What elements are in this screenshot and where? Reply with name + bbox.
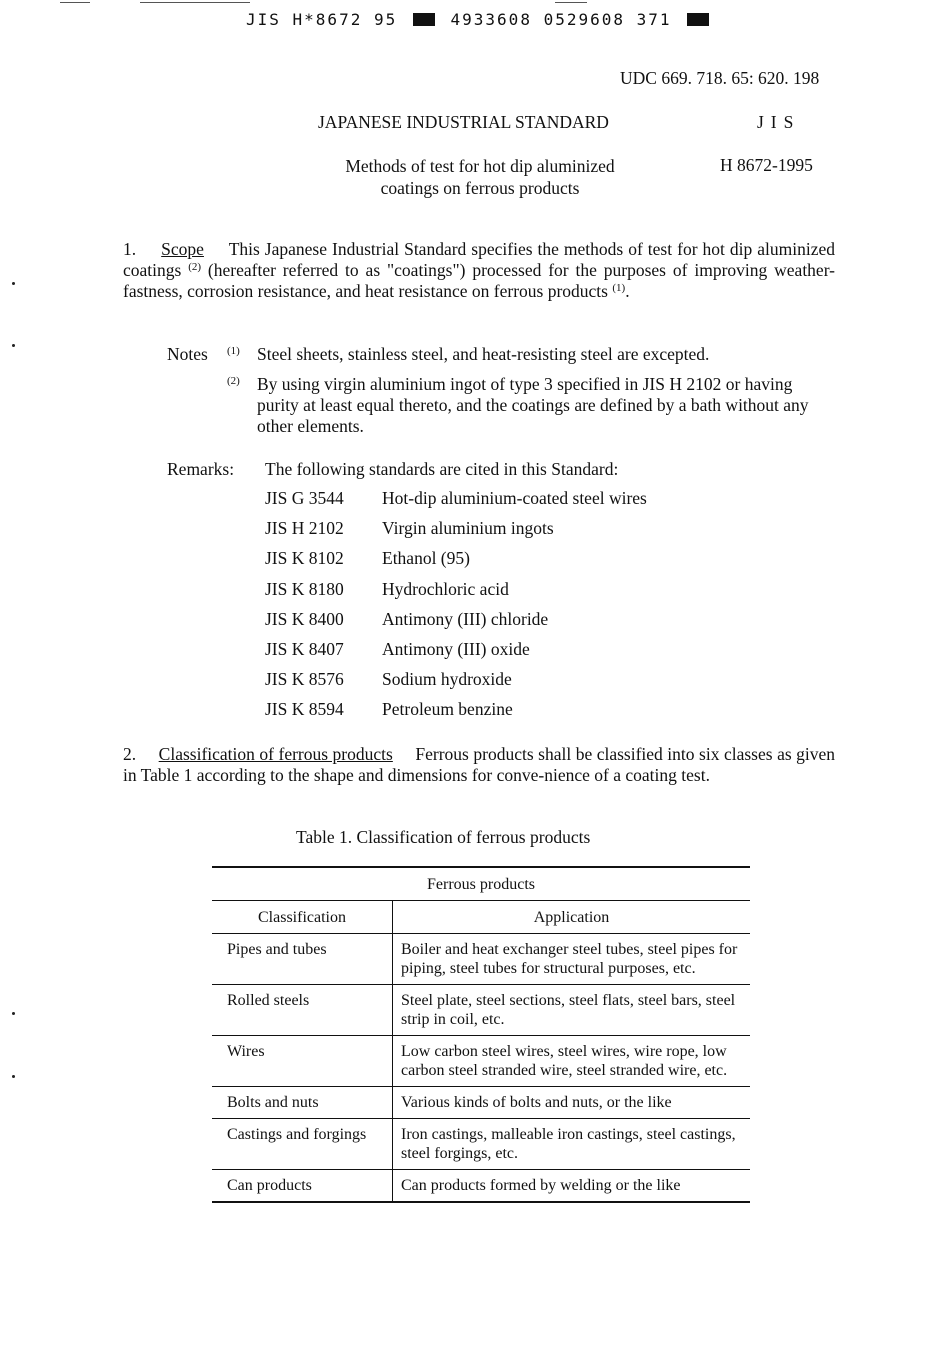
section-1-text-c: . [625, 281, 630, 301]
cited-standard-title: Petroleum benzine [382, 699, 513, 720]
cited-standard-title: Virgin aluminium ingots [382, 518, 554, 539]
cited-standard-code: JIS K 8576 [265, 669, 344, 690]
cited-standard-item [265, 518, 647, 548]
note-1-mark-text: (1) [227, 345, 240, 357]
note-1-mark [227, 344, 240, 365]
organization-title: JAPANESE INDUSTRIAL STANDARD [318, 112, 609, 132]
table-row [212, 1036, 750, 1087]
scan-speck [12, 1012, 15, 1015]
cited-standard-code: JIS G 3544 [265, 488, 344, 508]
table-1-classification [212, 866, 750, 1203]
section-1-text-a: This Japanese Industrial Standard specifies the methods of test for hot dip aluminized coatings [123, 239, 836, 280]
section-1-scope [123, 239, 835, 302]
table-header-row [212, 901, 750, 934]
table-row [212, 934, 750, 985]
cited-standard-item [265, 669, 647, 699]
cited-standard-title: Sodium hydroxide [382, 669, 512, 690]
classification-cell: Wires [212, 1036, 393, 1087]
scan-code-left: JIS H*8672 95 [246, 10, 398, 29]
application-cell: Low carbon steel wires, steel wires, wire rope, low carbon steel stranded wire, steel stranded wire, etc. [393, 1036, 751, 1087]
scan-speck [12, 282, 15, 285]
footnote-ref-2: (2) [188, 261, 202, 273]
scan-artifact-line [555, 2, 587, 3]
cited-standard-item [265, 488, 647, 518]
cited-standard-title: Ethanol (95) [382, 548, 470, 569]
section-2-number: 2. [123, 744, 137, 764]
note-2-text: By using virgin aluminium ingot of type 3 specified in JIS H 2102 or having purity at least equal thereto, and the coatings are defined by a bath without any other elements. [257, 374, 809, 436]
section-2-heading: Classification of ferrous products [158, 744, 393, 764]
udc-code: UDC 669. 718. 65: 620. 198 [620, 68, 820, 88]
column-header-classification: Classification [212, 901, 393, 934]
application-cell: Steel plate, steel sections, steel flats, steel bars, steel strip in coil, etc. [393, 985, 751, 1036]
barcode-block-icon [413, 13, 435, 26]
notes-label: Notes [167, 344, 208, 364]
document-title [300, 155, 660, 199]
classification-cell: Can products [212, 1170, 393, 1203]
classification-cell: Pipes and tubes [212, 934, 393, 985]
application-cell: Various kinds of bolts and nuts, or the like [393, 1087, 751, 1119]
cited-standard-code: JIS K 8407 [265, 638, 344, 659]
standard-number: H 8672-1995 [720, 155, 813, 175]
cited-standard-item [265, 579, 647, 609]
cited-standard-item [265, 699, 647, 729]
scan-speck [12, 344, 15, 347]
cited-standard-title: Hydrochloric acid [382, 578, 509, 599]
cited-standard-code: JIS K 8400 [265, 608, 344, 629]
table-row [212, 1119, 750, 1170]
barcode-block-icon [687, 13, 709, 26]
note-2-mark-text: (2) [227, 375, 240, 387]
table-row [212, 985, 750, 1036]
jis-mark: JIS [757, 112, 801, 132]
remarks-intro: The following standards are cited in this Standard: [265, 459, 619, 479]
classification-cell: Castings and forgings [212, 1119, 393, 1170]
section-2-text: Ferrous products shall be classified into six classes as given in Table 1 according to the shape and dimensions for conve-nience of a coating test. [123, 744, 836, 785]
application-cell: Can products formed by welding or the like [393, 1170, 751, 1203]
note-1-text: Steel sheets, stainless steel, and heat-resisting steel are excepted. [257, 344, 710, 364]
scan-code-header [246, 10, 713, 29]
cited-standards-list [265, 488, 647, 730]
cited-standard-item [265, 639, 647, 669]
table-group-header-row [212, 867, 750, 901]
section-1-text-b: (hereafter referred to as "coatings") processed for the purposes of improving weather-fastness, corrosion resistance, and heat resistance on ferrous products [123, 260, 836, 301]
table-1-caption: Table 1. Classification of ferrous products [296, 827, 591, 847]
cited-standard-item [265, 609, 647, 639]
note-2-mark [227, 374, 240, 395]
section-2-classification [123, 744, 835, 786]
cited-standard-title: Antimony (III) oxide [382, 638, 530, 659]
table-group-header: Ferrous products [212, 867, 750, 901]
classification-cell: Rolled steels [212, 985, 393, 1036]
section-1-heading: Scope [161, 239, 204, 259]
footnote-ref-1: (1) [612, 282, 626, 294]
scan-artifact-line [60, 2, 90, 3]
column-header-application: Application [393, 901, 751, 934]
cited-standard-code: JIS K 8102 [265, 548, 344, 569]
classification-cell: Bolts and nuts [212, 1087, 393, 1119]
cited-standard-code: JIS K 8594 [265, 699, 344, 720]
cited-standard-code: JIS K 8180 [265, 578, 344, 599]
application-cell: Boiler and heat exchanger steel tubes, steel pipes for piping, steel tubes for structural purposes, etc. [393, 934, 751, 985]
application-cell: Iron castings, malleable iron castings, steel castings, steel forgings, etc. [393, 1119, 751, 1170]
scan-code-right: 4933608 0529608 371 [450, 10, 672, 29]
scan-artifact-line [140, 2, 250, 3]
table-row [212, 1087, 750, 1119]
title-line-2: coatings on ferrous products [380, 178, 580, 198]
cited-standard-item [265, 548, 647, 578]
remarks-label: Remarks: [167, 459, 235, 479]
section-1-number: 1. [123, 239, 137, 259]
cited-standard-code: JIS H 2102 [265, 518, 344, 539]
cited-standard-title: Hot-dip aluminium-coated steel wires [382, 488, 647, 508]
scan-speck [12, 1075, 15, 1078]
title-line-1: Methods of test for hot dip aluminized [345, 156, 615, 176]
table-row [212, 1170, 750, 1203]
cited-standard-title: Antimony (III) chloride [382, 608, 549, 629]
